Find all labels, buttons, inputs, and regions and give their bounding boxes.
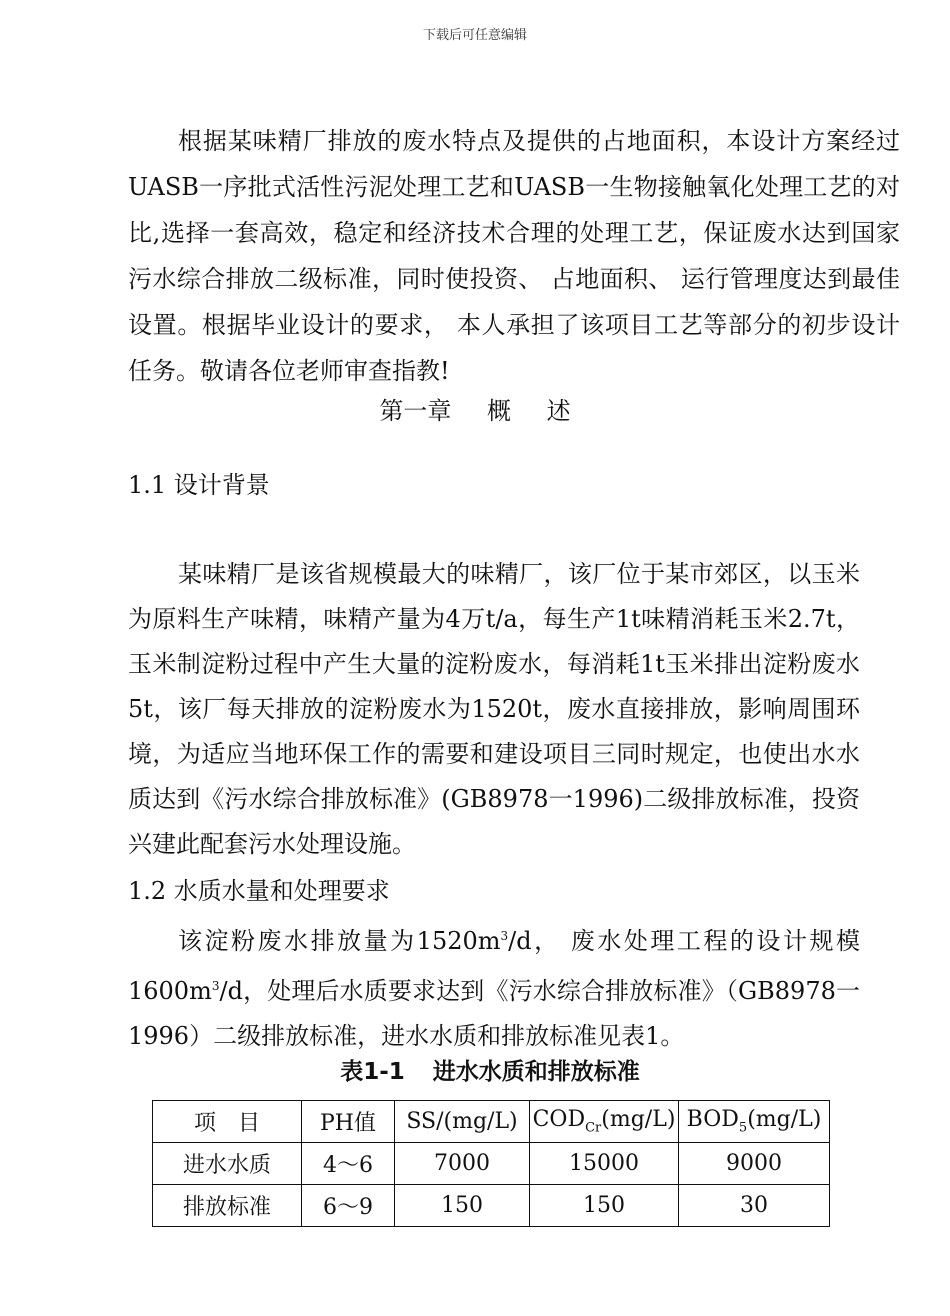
table-cell: 9000 (679, 1143, 830, 1185)
section-heading-1-2: 1.2 水质水量和处理要求 (128, 877, 390, 905)
intro-paragraph: 根据某味精厂排放的废水特点及提供的占地面积，本设计方案经过UASB一序批式活性污泥处理工艺和UASB一生物接触氧化处理工艺的对比,选择一套高效，稳定和经济技术合理的处理工艺，保证废水达到国家污水综合排放二级标准，同时使投资、 占地面积、 运行管理度达到最佳设置。根据毕业设计的要求， 本人承担了该项目工艺等部分的初步设计任务。敬请各位老师审查指教! (128, 127, 900, 385)
header-ph: PH值 (302, 1101, 395, 1143)
table-cell: 4～6 (302, 1143, 395, 1185)
section-heading-1-1: 1.1 设计背景 (128, 471, 270, 499)
req-text-3: /d，处理后水质要求达到《污水综合排放标准》（GB8978一1996）二级排放标准，进水水质和排放标准见表1。 (128, 977, 860, 1050)
bod-unit: (mg/L) (747, 1107, 822, 1133)
cod-subscript: Cr (585, 1120, 602, 1136)
requirements-paragraph (128, 914, 860, 1059)
table-header-row (153, 1101, 830, 1143)
table-row (153, 1143, 830, 1185)
background-paragraph: 某味精厂是该省规模最大的味精厂，该厂位于某市郊区，以玉米为原料生产味精，味精产量为4万t/a，每生产1t味精消耗玉米2.7t，玉米制淀粉过程中产生大量的淀粉废水，每消耗1t玉米排出淀粉废水5t，该厂每天排放的淀粉废水为1520t，废水直接排放，影响周围环境，为适应当地环保工作的需要和建设项目三同时规定，也使出水水质达到《污水综合排放标准》(GB8978一1996)二级排放标准，投资兴建此配套污水处理设施。 (128, 560, 860, 858)
header-bod (679, 1101, 830, 1143)
table-cell: 30 (679, 1185, 830, 1227)
req-text-2: /d， 废水处理工程的设计规模1600m (128, 927, 860, 1005)
superscript-3: 3 (500, 929, 509, 943)
bod-subscript: 5 (738, 1120, 748, 1136)
water-quality-table (152, 1100, 830, 1227)
table-cell: 150 (530, 1185, 679, 1227)
table-cell: 150 (395, 1185, 530, 1227)
header-cod (530, 1101, 679, 1143)
table-row (153, 1185, 830, 1227)
header-ss: SS/(mg/L) (395, 1101, 530, 1143)
table-cell: 7000 (395, 1143, 530, 1185)
cod-unit: (mg/L) (601, 1107, 676, 1133)
table-cell: 进水水质 (153, 1143, 302, 1185)
cod-label: COD (532, 1107, 586, 1133)
page-header: 下载后可任意编辑 (422, 28, 527, 43)
table-cell: 排放标准 (153, 1185, 302, 1227)
table-cell: 6～9 (302, 1185, 395, 1227)
table-cell: 15000 (530, 1143, 679, 1185)
bod-label: BOD (686, 1107, 739, 1133)
header-item: 项 目 (153, 1101, 302, 1143)
superscript-3b: 3 (211, 979, 220, 993)
req-text-1: 该淀粉废水排放量为1520m (178, 927, 501, 955)
chapter-title: 第一章 概 述 (379, 397, 571, 425)
table-title: 表1-1 进水水质和排放标准 (340, 1059, 640, 1085)
